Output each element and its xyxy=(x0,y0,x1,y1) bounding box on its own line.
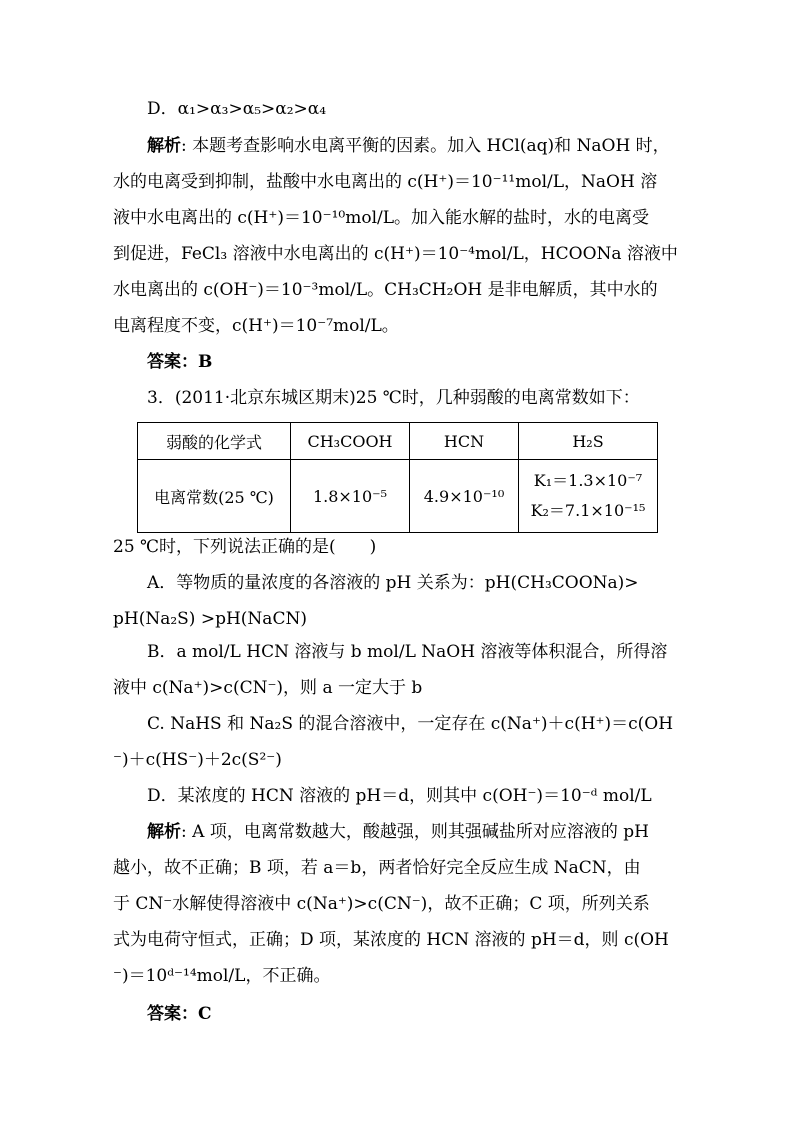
analysis-q3-line-4: 式为电荷守恒式，正确；D 项，某浓度的 HCN 溶液的 pH＝d，则 c(OH xyxy=(113,930,669,950)
question-3-prompt: 25 ℃时，下列说法正确的是( ) xyxy=(113,537,377,557)
table-row-label: 电离常数(25 ℃) xyxy=(138,460,291,533)
analysis-prev-line-5: 水电离出的 c(OH⁻)＝10⁻³mol/L。CH₃CH₂OH 是非电解质，其中水的 xyxy=(113,280,658,300)
option-a-line-2: pH(Na₂S) >pH(NaCN) xyxy=(113,609,307,629)
table-cell-h2s xyxy=(519,460,658,533)
table-cell: 1.8×10⁻⁵ xyxy=(291,460,410,533)
h2s-k2: K₂＝7.1×10⁻¹⁵ xyxy=(530,501,646,520)
option-c-line-1: C. NaHS 和 Na₂S 的混合溶液中，一定存在 c(Na⁺)＋c(H⁺)＝c(OH xyxy=(147,714,674,734)
option-a-line-1: A．等物质的量浓度的各溶液的 pH 关系为：pH(CH₃COONa)> xyxy=(147,573,639,593)
analysis-prev-line-2: 水的电离受到抑制，盐酸中水电离出的 c(H⁺)＝10⁻¹¹mol/L，NaOH 溶 xyxy=(113,172,658,192)
answer-prev: 答案：B xyxy=(147,352,213,372)
table-header-cell: 弱酸的化学式 xyxy=(138,423,291,460)
analysis-prev-line-4: 到促进，FeCl₃ 溶液中水电离出的 c(H⁺)＝10⁻⁴mol/L，HCOONa 溶液中 xyxy=(113,244,678,264)
option-d: D．某浓度的 HCN 溶液的 pH＝d，则其中 c(OH⁻)＝10⁻ᵈ mol/L xyxy=(147,786,652,806)
option-b-line-2: 液中 c(Na⁺)>c(CN⁻)，则 a 一定大于 b xyxy=(113,678,423,698)
analysis-q3-line-2: 越小，故不正确；B 项，若 a＝b，两者恰好完全反应生成 NaCN，由 xyxy=(113,858,641,878)
table-header-cell: HCN xyxy=(410,423,519,460)
question-3-stem: 3．(2011·北京东城区期末)25 ℃时，几种弱酸的电离常数如下： xyxy=(147,388,640,408)
analysis-label: 解析 xyxy=(147,136,181,156)
analysis-q3-line-3: 于 CN⁻水解使得溶液中 c(Na⁺)>c(CN⁻)，故不正确；C 项，所列关系 xyxy=(113,894,650,914)
table-cell: 4.9×10⁻¹⁰ xyxy=(410,460,519,533)
table-row xyxy=(138,460,658,533)
option-b-line-1: B．a mol/L HCN 溶液与 b mol/L NaOH 溶液等体积混合，所得溶 xyxy=(147,642,668,662)
analysis-label: 解析 xyxy=(147,822,181,842)
table-header-cell: H₂S xyxy=(519,423,658,460)
analysis-prev-line-6: 电离程度不变，c(H⁺)＝10⁻⁷mol/L。 xyxy=(113,316,399,336)
ionization-constants-table xyxy=(137,422,658,533)
option-d-prev: D．α₁>α₃>α₅>α₂>α₄ xyxy=(147,99,327,119)
table-header-row xyxy=(138,423,658,460)
analysis-q3-line-1: 解析: A 项，电离常数越大，酸越强，则其强碱盐所对应溶液的 pH xyxy=(147,822,649,842)
h2s-k1: K₁＝1.3×10⁻⁷ xyxy=(533,471,643,490)
table-header-cell: CH₃COOH xyxy=(291,423,410,460)
option-c-line-2: ⁻)＋c(HS⁻)＋2c(S²⁻) xyxy=(113,750,282,770)
analysis-prev-line-1: 解析: 本题考查影响水电离平衡的因素。加入 HCl(aq)和 NaOH 时， xyxy=(147,136,670,156)
answer-q3: 答案：C xyxy=(147,1004,212,1024)
analysis-prev-line-3: 液中水电离出的 c(H⁺)＝10⁻¹⁰mol/L。加入能水解的盐时，水的电离受 xyxy=(113,208,650,228)
analysis-q3-line-5: ⁻)＝10ᵈ⁻¹⁴mol/L，不正确。 xyxy=(113,966,331,986)
